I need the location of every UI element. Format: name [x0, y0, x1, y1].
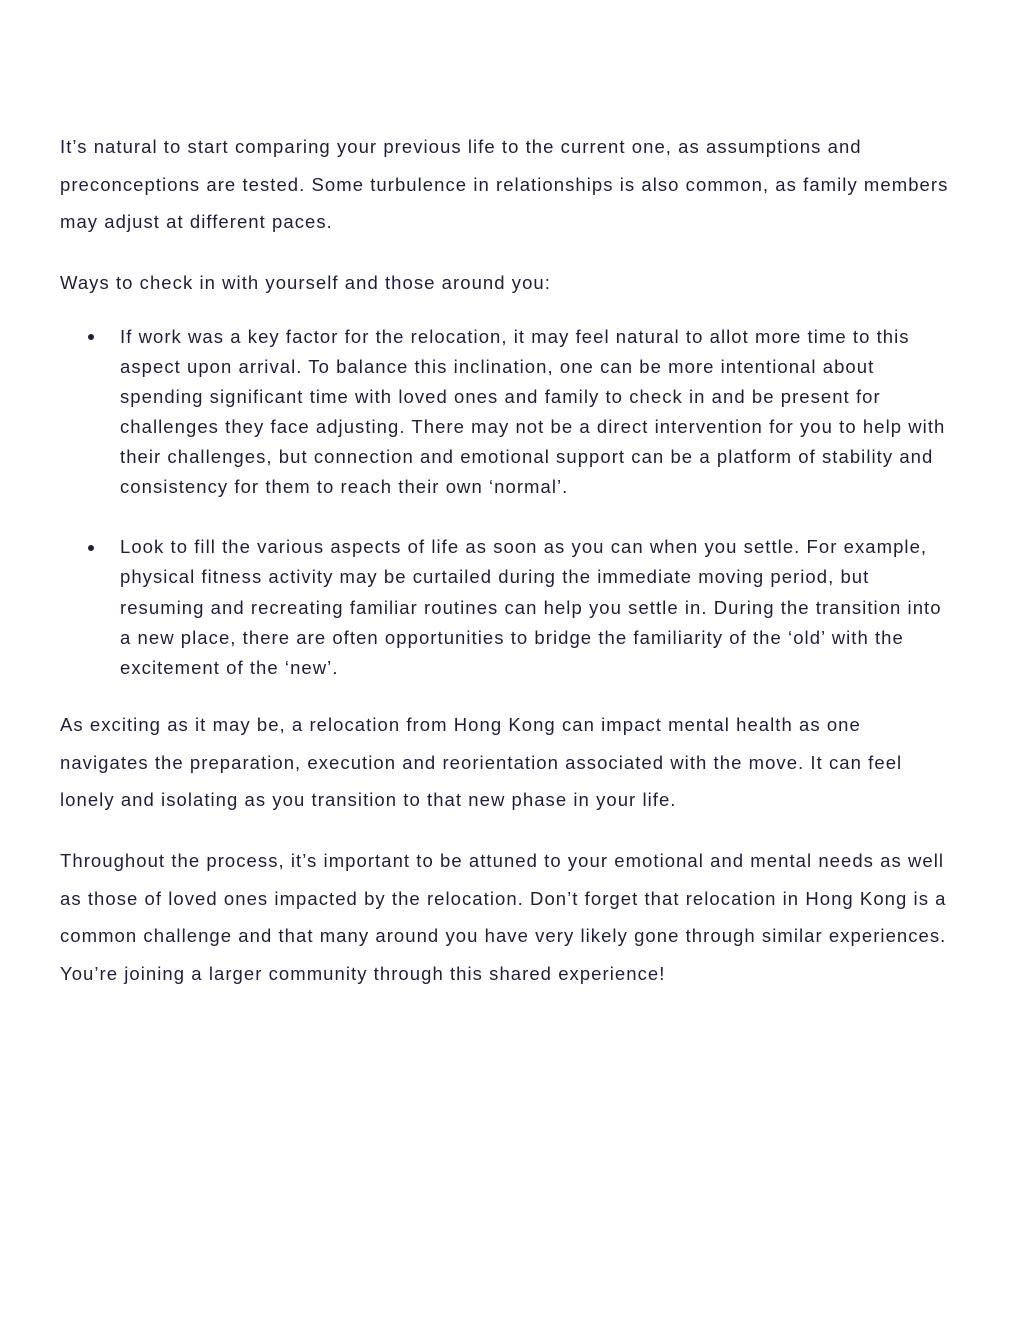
paragraph-ways-to-check-in: Ways to check in with yourself and those around you:	[60, 272, 551, 294]
tips-list	[60, 322, 950, 683]
list-item-text: If work was a key factor for the relocation, it may feel natural to allot more time to this aspect upon arrival. To balance this inclination, one can be more intentional about spending significant time with loved ones and family to check in and be present for challenges they face adjusting. There may not be a direct intervention for you to help with their challenges, but connection and emotional support can be a platform of stability and consistency for them to reach their own ‘normal’.	[120, 325, 946, 498]
list-item	[60, 322, 950, 503]
list-item-text: Look to fill the various aspects of life as soon as you can when you settle. For example, physical fitness activity may be curtailed during the immediate moving period, but resuming and recreating familiar routines can help you settle in. During the transition into a new place, there are often opportunities to bridge the familiarity of the ‘old’ with the excitement of the ‘new’.	[120, 536, 942, 678]
bullet-icon	[88, 545, 94, 551]
bullet-icon	[88, 334, 94, 340]
list-item	[60, 532, 950, 682]
paragraph-comparing-life: It’s natural to start comparing your previous life to the current one, as assumptions and preconceptions are tested. Some turbulence in relationships is also common, as family members may adjust at different paces.	[60, 136, 949, 233]
article-body	[60, 128, 950, 993]
paragraph-relocation-mental-health: As exciting as it may be, a relocation from Hong Kong can impact mental health as one navigates the preparation, execution and reorientation associated with the move. It can feel lonely and isolating as you transition to that new phase in your life.	[60, 713, 903, 811]
paragraph-throughout-process: Throughout the process, it’s important to be attuned to your emotional and mental needs as well as those of loved ones impacted by the relocation. Don’t forget that relocation in Hong Kong is a common challenge and that many around you have very likely gone through similar experiences. You’re joining a larger community through this shared experience!	[60, 849, 947, 985]
